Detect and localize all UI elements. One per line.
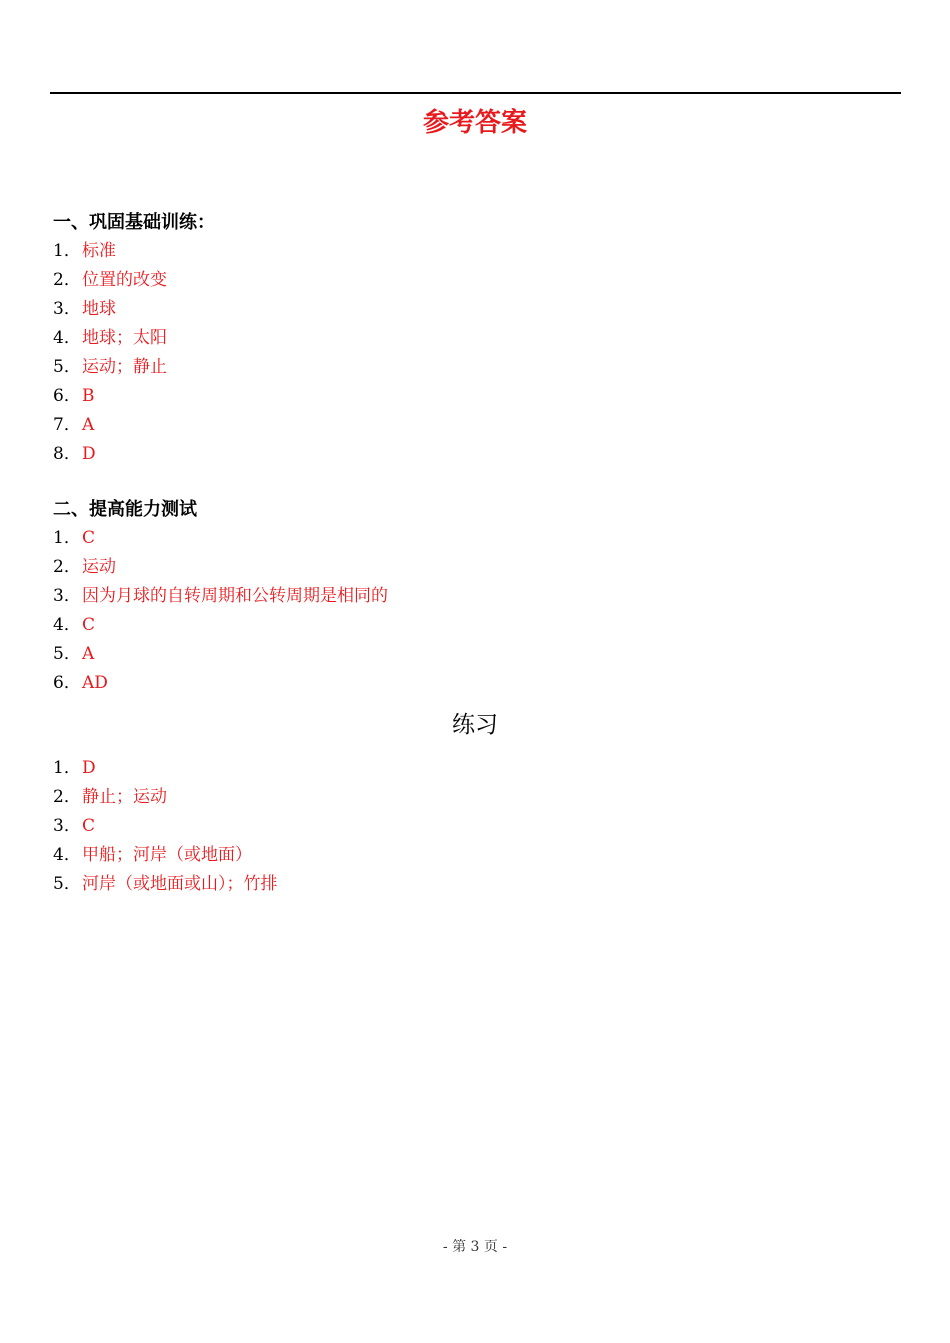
section2-list [53,526,388,700]
list-item [53,297,167,326]
list-item [53,355,167,384]
item-answer: A [82,415,95,435]
list-item [53,843,278,872]
page-footer: - 第 3 页 - [442,1239,508,1255]
item-answer: C [82,528,96,548]
item-number: 7． [53,415,81,435]
list-item [53,785,278,814]
item-number: 3． [53,586,81,606]
practice-list [53,756,278,901]
item-answer: C [82,615,96,635]
item-answer: 因为月球的自转周期和公转周期是相同的 [82,586,388,606]
item-number: 3． [53,299,81,319]
item-number: 4． [53,328,81,348]
item-answer: 地球；太阳 [82,328,167,348]
item-number: 5． [53,357,81,377]
item-answer: 位置的改变 [82,270,167,290]
section1-heading: 一、巩固基础训练： [53,212,215,233]
item-answer: D [82,758,96,778]
list-item [53,413,167,442]
item-answer: 河岸（或地面或山）；竹排 [82,874,278,894]
item-number: 4． [53,845,81,865]
item-answer: 甲船；河岸（或地面） [82,845,252,865]
list-item [53,584,388,613]
item-answer: 静止；运动 [82,787,167,807]
item-number: 1． [53,528,81,548]
item-number: 1． [53,241,81,261]
item-number: 5． [53,644,81,664]
item-answer: 标准 [82,241,116,261]
list-item [53,239,167,268]
list-item [53,872,278,901]
section1-list [53,239,167,471]
item-answer: 运动；静止 [82,357,167,377]
item-answer: B [82,386,95,406]
list-item [53,268,167,297]
item-number: 6． [53,386,81,406]
list-item [53,526,388,555]
list-item [53,756,278,785]
item-number: 6． [53,673,81,693]
item-number: 2． [53,787,81,807]
item-number: 1． [53,758,81,778]
item-number: 2． [53,270,81,290]
item-number: 8． [53,444,81,464]
header-rule [50,92,901,94]
item-answer: AD [82,673,108,693]
item-answer: C [82,816,96,836]
list-item [53,613,388,642]
item-answer: A [82,644,95,664]
list-item [53,642,388,671]
list-item [53,555,388,584]
item-number: 2． [53,557,81,577]
practice-heading: 练习 [452,712,498,738]
item-number: 4． [53,615,81,635]
list-item [53,671,388,700]
item-answer: D [82,444,96,464]
list-item [53,814,278,843]
list-item [53,384,167,413]
item-answer: 地球 [82,299,116,319]
item-answer: 运动 [82,557,116,577]
list-item [53,326,167,355]
item-number: 3． [53,816,81,836]
item-number: 5． [53,874,81,894]
page-title: 参考答案 [422,108,527,138]
list-item [53,442,167,471]
section2-heading: 二、提高能力测试 [53,499,197,520]
